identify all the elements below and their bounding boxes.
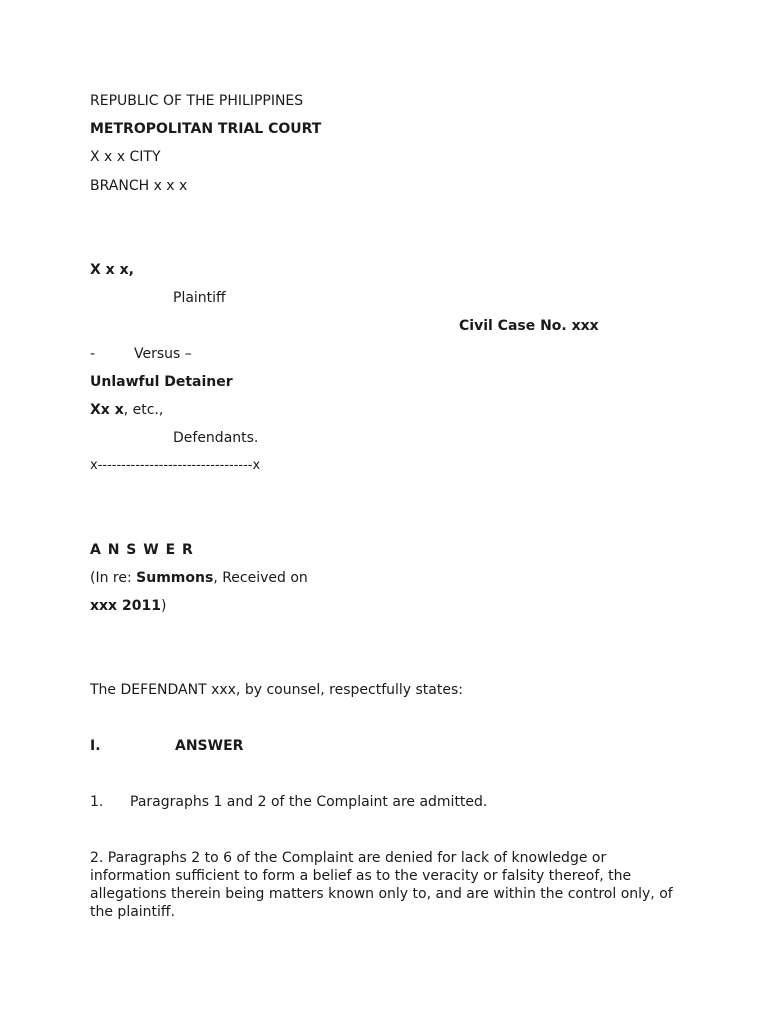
received-date: xxx 2011 [90,598,161,614]
defendant-name-rest: , etc., [123,402,164,418]
paragraph-2: 2. Paragraphs 2 to 6 of the Complaint are denied for lack of knowledge or information sufficient to form a belief as to the veracity or falsity thereof, the allegations therein being matters known only to, and are within the control only, of the plaintiff. [90,850,673,920]
defendant-label: Defendants. [173,430,259,446]
paragraph-1-number: 1. [90,794,104,810]
in-re-prefix: (In re: [90,570,137,586]
in-re-summons: Summons [136,570,214,586]
in-re-suffix: , Received on [213,570,308,586]
defendant-name-bold: Xx x [90,402,124,418]
received-date-suffix: ) [160,598,167,614]
section-number: I. [90,738,101,754]
plaintiff-label: Plaintiff [173,290,226,306]
section-title: ANSWER [175,738,244,754]
caption-separator: x---------------------------------x [90,458,261,473]
plaintiff-name: X x x, [90,262,134,278]
intro-statement: The DEFENDANT xxx, by counsel, respectfully states: [90,682,463,698]
versus-dash: - [90,346,96,362]
answer-title: A N S W E R [90,542,194,558]
paragraph-1: Paragraphs 1 and 2 of the Complaint are admitted. [130,794,488,810]
case-type: Unlawful Detainer [90,374,233,390]
header-court: METROPOLITAN TRIAL COURT [90,121,322,137]
header-city: X x x CITY [90,149,161,165]
header-republic: REPUBLIC OF THE PHILIPPINES [90,93,304,109]
header-branch: BRANCH x x x [90,178,188,194]
in-re-line [90,569,308,587]
versus-label: Versus – [134,346,192,362]
received-date-line [90,597,166,615]
defendant-name [90,401,163,419]
case-number: Civil Case No. xxx [459,318,599,334]
